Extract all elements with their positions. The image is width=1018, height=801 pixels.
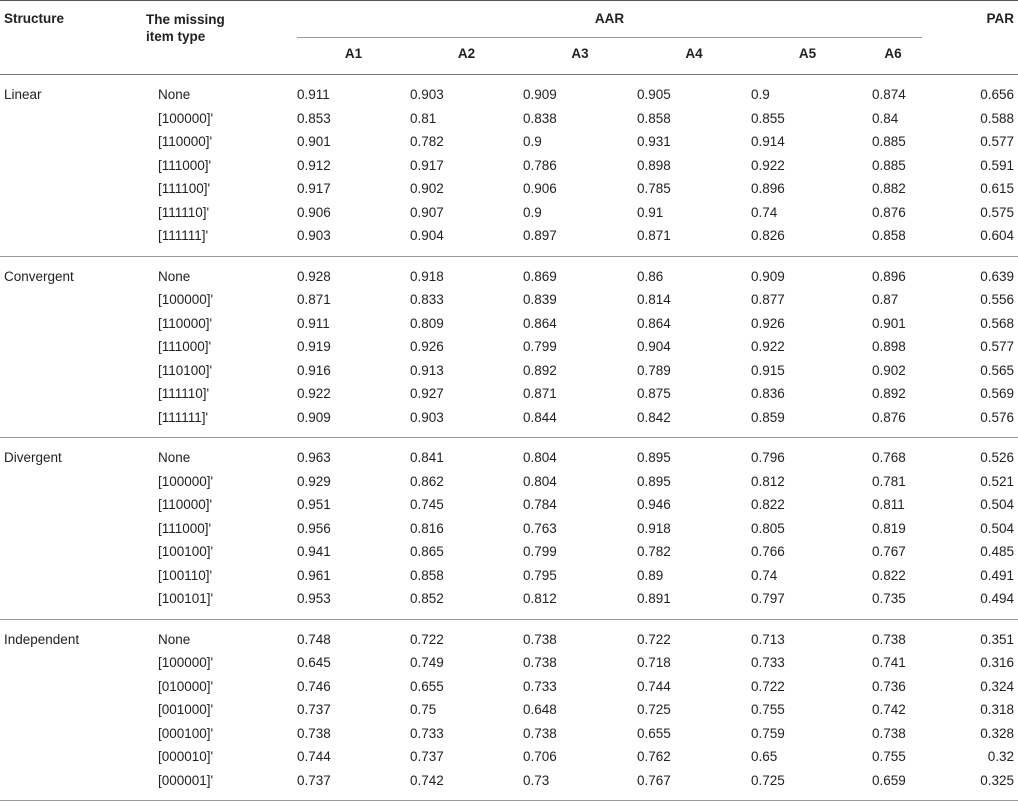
missing-item-type: [110100]' bbox=[158, 362, 213, 378]
aar-a2-value: 0.749 bbox=[410, 655, 444, 670]
par-value: 0.604 bbox=[922, 224, 1018, 256]
par-value: 0.318 bbox=[980, 702, 1014, 717]
aar-a6-value: 0.819 bbox=[872, 520, 906, 536]
par-value: 0.316 bbox=[980, 655, 1014, 670]
aar-a2-value: 0.904 bbox=[410, 224, 523, 256]
table-row bbox=[0, 675, 1018, 699]
aar-a3-value: 0.9 bbox=[523, 204, 542, 220]
table-row bbox=[0, 470, 1018, 494]
structure-label: Convergent bbox=[4, 268, 74, 284]
aar-a5-value: 0.713 bbox=[751, 631, 785, 647]
aar-a5-value: 0.805 bbox=[751, 520, 785, 536]
par-value: 0.526 bbox=[980, 450, 1014, 465]
aar-a1-value: 0.744 bbox=[297, 749, 331, 764]
aar-a4-value: 0.725 bbox=[637, 702, 671, 717]
aar-a1-value: 0.748 bbox=[297, 631, 331, 647]
row-label-cell bbox=[0, 540, 297, 564]
par-value: 0.521 bbox=[980, 473, 1014, 489]
table-row bbox=[0, 335, 1018, 359]
aar-a4-value: 0.91 bbox=[637, 204, 664, 220]
par-value: 0.639 bbox=[980, 268, 1014, 284]
aar-a6-value: 0.898 bbox=[872, 339, 906, 354]
aar-a5-value: 0.826 bbox=[751, 224, 864, 256]
aar-a4-value: 0.895 bbox=[637, 473, 671, 489]
aar-a6-value: 0.736 bbox=[872, 678, 906, 694]
aar-a3-value: 0.844 bbox=[523, 406, 637, 438]
row-label-cell bbox=[0, 493, 297, 517]
aar-a2-value: 0.81 bbox=[410, 110, 437, 126]
row-label-cell bbox=[0, 335, 297, 359]
structure-header bbox=[0, 1, 297, 75]
missing-item-type: [100110]' bbox=[158, 567, 213, 583]
aar-a1-value: 0.919 bbox=[297, 339, 331, 354]
structure-label: Divergent bbox=[4, 450, 62, 465]
aar-a3-value: 0.799 bbox=[523, 544, 557, 559]
aar-a5-value: 0.909 bbox=[751, 268, 785, 284]
aar-a6-value: 0.767 bbox=[872, 544, 906, 559]
missing-item-type: [010000]' bbox=[158, 678, 214, 694]
aar-a1-value: 0.951 bbox=[297, 497, 331, 512]
aar-a6-value: 0.876 bbox=[864, 406, 922, 438]
par-value: 0.556 bbox=[980, 292, 1014, 307]
attr-header-a1: A1 bbox=[297, 38, 410, 75]
aar-a3-value: 0.738 bbox=[523, 631, 557, 647]
par-value: 0.568 bbox=[980, 315, 1014, 331]
aar-a2-value: 0.862 bbox=[410, 473, 444, 489]
aar-a2-value: 0.722 bbox=[410, 631, 444, 647]
aar-a6-value: 0.882 bbox=[872, 181, 906, 196]
table-row bbox=[0, 75, 1018, 107]
aar-a3-value: 0.804 bbox=[523, 473, 557, 489]
par-value: 0.588 bbox=[980, 110, 1014, 126]
par-value: 0.504 bbox=[980, 497, 1014, 512]
aar-a3-value: 0.909 bbox=[523, 87, 557, 102]
aar-a4-value: 0.895 bbox=[637, 450, 671, 465]
row-label-cell bbox=[0, 224, 297, 256]
aar-a5-value: 0.896 bbox=[751, 181, 785, 196]
row-label-cell bbox=[0, 722, 297, 746]
aar-a5-value: 0.759 bbox=[751, 725, 785, 741]
aar-a2-value: 0.865 bbox=[410, 544, 444, 559]
aar-a4-value: 0.744 bbox=[637, 678, 671, 694]
attr-header-a4: A4 bbox=[637, 38, 751, 75]
missing-item-type: [111111]' bbox=[158, 228, 209, 243]
row-label-cell bbox=[0, 587, 297, 619]
aar-a3-value: 0.864 bbox=[523, 315, 557, 331]
aar-a2-value: 0.745 bbox=[410, 497, 444, 512]
aar-a6-value: 0.811 bbox=[872, 497, 905, 512]
aar-a6-value: 0.896 bbox=[872, 268, 906, 284]
aar-a6-value: 0.874 bbox=[872, 87, 906, 102]
aar-a1-value: 0.871 bbox=[297, 292, 331, 307]
missing-item-type: None bbox=[158, 87, 191, 102]
aar-a6-value: 0.876 bbox=[872, 204, 906, 220]
aar-a4-value: 0.767 bbox=[637, 769, 751, 801]
aar-a3-value: 0.839 bbox=[523, 292, 557, 307]
aar-a4-value: 0.891 bbox=[637, 587, 751, 619]
table-row bbox=[0, 107, 1018, 131]
table-row bbox=[0, 154, 1018, 178]
aar-a5-value: 0.836 bbox=[751, 386, 785, 401]
table-row bbox=[0, 312, 1018, 336]
aar-a1-value: 0.929 bbox=[297, 473, 331, 489]
attr-header-a5: A5 bbox=[751, 38, 864, 75]
aar-a3-value: 0.73 bbox=[523, 769, 637, 801]
aar-a2-value: 0.852 bbox=[410, 587, 523, 619]
aar-a2-value: 0.816 bbox=[410, 520, 444, 536]
row-label-cell bbox=[0, 201, 297, 225]
aar-a3-value: 0.795 bbox=[523, 567, 557, 583]
par-value: 0.656 bbox=[980, 87, 1014, 102]
aar-a5-value: 0.74 bbox=[751, 204, 778, 220]
par-value: 0.569 bbox=[980, 386, 1014, 401]
par-header: PAR bbox=[922, 1, 1018, 75]
missing-item-type: [111100]' bbox=[158, 181, 211, 196]
aar-a1-value: 0.909 bbox=[297, 406, 410, 438]
par-value: 0.32 bbox=[987, 749, 1014, 764]
table-row bbox=[0, 587, 1018, 619]
aar-a2-value: 0.742 bbox=[410, 769, 523, 801]
row-label-cell bbox=[0, 75, 297, 107]
aar-a2-value: 0.902 bbox=[410, 181, 444, 196]
table-row bbox=[0, 288, 1018, 312]
par-value: 0.615 bbox=[980, 181, 1014, 196]
aar-a6-value: 0.768 bbox=[872, 450, 906, 465]
table-row bbox=[0, 177, 1018, 201]
aar-a3-value: 0.733 bbox=[523, 678, 557, 694]
par-value: 0.485 bbox=[980, 544, 1014, 559]
aar-a3-value: 0.897 bbox=[523, 224, 637, 256]
aar-a3-value: 0.892 bbox=[523, 362, 557, 378]
aar-a6-value: 0.741 bbox=[872, 655, 906, 670]
table-row bbox=[0, 130, 1018, 154]
aar-a3-value: 0.804 bbox=[523, 450, 557, 465]
aar-a5-value: 0.926 bbox=[751, 315, 785, 331]
aar-a3-value: 0.9 bbox=[523, 134, 542, 149]
row-label-cell bbox=[0, 564, 297, 588]
aar-a3-value: 0.871 bbox=[523, 386, 557, 401]
row-label-cell bbox=[0, 406, 297, 438]
aar-a2-value: 0.918 bbox=[410, 268, 444, 284]
aar-a5-value: 0.812 bbox=[751, 473, 785, 489]
table-row bbox=[0, 382, 1018, 406]
missing-item-type: [100000]' bbox=[158, 110, 214, 126]
aar-a6-value: 0.885 bbox=[872, 157, 906, 173]
missing-item-type: [111000]' bbox=[158, 520, 212, 536]
aar-a1-value: 0.746 bbox=[297, 678, 331, 694]
aar-a6-value: 0.822 bbox=[872, 567, 906, 583]
aar-a1-value: 0.903 bbox=[297, 224, 410, 256]
aar-a3-value: 0.838 bbox=[523, 110, 557, 126]
aar-a2-value: 0.809 bbox=[410, 315, 444, 331]
aar-a2-value: 0.655 bbox=[410, 678, 444, 694]
missing-item-type: [100000]' bbox=[158, 292, 214, 307]
aar-a5-value: 0.855 bbox=[751, 110, 785, 126]
aar-a4-value: 0.842 bbox=[637, 406, 751, 438]
table-row bbox=[0, 745, 1018, 769]
aar-a2-value: 0.75 bbox=[410, 702, 437, 717]
aar-a5-value: 0.74 bbox=[751, 567, 778, 583]
aar-a4-value: 0.904 bbox=[637, 339, 671, 354]
aar-a5-value: 0.822 bbox=[751, 497, 785, 512]
aar-a3-value: 0.812 bbox=[523, 587, 637, 619]
aar-a5-value: 0.877 bbox=[751, 292, 785, 307]
aar-a2-value: 0.917 bbox=[410, 157, 444, 173]
par-value: 0.325 bbox=[922, 769, 1018, 801]
par-value: 0.504 bbox=[980, 520, 1014, 536]
row-label-cell bbox=[0, 382, 297, 406]
aar-a6-value: 0.902 bbox=[872, 362, 906, 378]
aar-a2-value: 0.927 bbox=[410, 386, 444, 401]
aar-a3-value: 0.763 bbox=[523, 520, 557, 536]
aar-a2-value: 0.782 bbox=[410, 134, 444, 149]
aar-a2-value: 0.903 bbox=[410, 406, 523, 438]
aar-a5-value: 0.65 bbox=[751, 749, 778, 764]
aar-a1-value: 0.917 bbox=[297, 181, 331, 196]
aar-a5-value: 0.915 bbox=[751, 362, 785, 378]
aar-a1-value: 0.961 bbox=[297, 567, 331, 583]
missing-item-type: [000001]' bbox=[158, 772, 214, 788]
table-row bbox=[0, 564, 1018, 588]
table-row bbox=[0, 438, 1018, 470]
missing-item-type: [000100]' bbox=[158, 725, 214, 741]
par-value: 0.324 bbox=[980, 678, 1014, 694]
aar-a4-value: 0.858 bbox=[637, 110, 671, 126]
aar-a1-value: 0.901 bbox=[297, 134, 331, 149]
aar-a5-value: 0.722 bbox=[751, 678, 785, 694]
aar-a6-value: 0.742 bbox=[872, 702, 906, 717]
aar-a3-value: 0.738 bbox=[523, 655, 557, 670]
aar-a2-value: 0.907 bbox=[410, 204, 444, 220]
aar-a2-value: 0.926 bbox=[410, 339, 444, 354]
aar-a4-value: 0.782 bbox=[637, 544, 671, 559]
structure-label: Linear bbox=[4, 87, 42, 102]
par-value: 0.565 bbox=[980, 362, 1014, 378]
aar-a4-value: 0.931 bbox=[637, 134, 671, 149]
aar-a6-value: 0.885 bbox=[872, 134, 906, 149]
aar-a6-value: 0.735 bbox=[864, 587, 922, 619]
aar-a1-value: 0.911 bbox=[297, 315, 330, 331]
table-row bbox=[0, 517, 1018, 541]
table-row bbox=[0, 651, 1018, 675]
table-row bbox=[0, 224, 1018, 256]
row-label-cell bbox=[0, 769, 297, 801]
aar-a1-value: 0.963 bbox=[297, 450, 331, 465]
row-label-cell bbox=[0, 130, 297, 154]
aar-a4-value: 0.871 bbox=[637, 224, 751, 256]
missing-item-type: [100000]' bbox=[158, 473, 214, 489]
aar-a2-value: 0.858 bbox=[410, 567, 444, 583]
attr-header-a6: A6 bbox=[864, 38, 922, 75]
aar-a5-value: 0.796 bbox=[751, 450, 785, 465]
aar-a4-value: 0.722 bbox=[637, 631, 671, 647]
row-label-cell bbox=[0, 177, 297, 201]
par-value: 0.576 bbox=[922, 406, 1018, 438]
row-label-cell bbox=[0, 154, 297, 178]
missing-header-line1: The missing bbox=[146, 12, 225, 27]
aar-a5-value: 0.9 bbox=[751, 87, 770, 102]
aar-a6-value: 0.84 bbox=[872, 110, 899, 126]
aar-a5-value: 0.797 bbox=[751, 587, 864, 619]
aar-a4-value: 0.898 bbox=[637, 157, 671, 173]
aar-a1-value: 0.645 bbox=[297, 655, 331, 670]
aar-a6-value: 0.738 bbox=[872, 631, 906, 647]
table-row bbox=[0, 698, 1018, 722]
row-label-cell bbox=[0, 256, 297, 288]
aar-a1-value: 0.737 bbox=[297, 702, 331, 717]
header-row-top bbox=[0, 1, 1018, 38]
par-value: 0.591 bbox=[980, 157, 1014, 173]
row-label-cell bbox=[0, 675, 297, 699]
row-label-cell bbox=[0, 288, 297, 312]
table-row bbox=[0, 493, 1018, 517]
par-value: 0.328 bbox=[980, 725, 1014, 741]
aar-a5-value: 0.922 bbox=[751, 157, 785, 173]
aar-a4-value: 0.918 bbox=[637, 520, 671, 536]
aar-a3-value: 0.648 bbox=[523, 702, 557, 717]
aar-a1-value: 0.912 bbox=[297, 157, 331, 173]
aar-a1-value: 0.738 bbox=[297, 725, 331, 741]
aar-a5-value: 0.725 bbox=[751, 769, 864, 801]
row-label-cell bbox=[0, 438, 297, 470]
missing-item-type: None bbox=[158, 268, 191, 284]
aar-a4-value: 0.905 bbox=[637, 87, 671, 102]
missing-item-type: [111111]' bbox=[158, 409, 209, 425]
par-value: 0.491 bbox=[980, 567, 1014, 583]
attr-header-a3: A3 bbox=[523, 38, 637, 75]
row-label-cell bbox=[0, 745, 297, 769]
aar-a2-value: 0.913 bbox=[410, 362, 444, 378]
aar-a5-value: 0.859 bbox=[751, 406, 864, 438]
aar-a5-value: 0.755 bbox=[751, 702, 785, 717]
aar-a1-value: 0.916 bbox=[297, 362, 331, 378]
aar-a1-value: 0.906 bbox=[297, 204, 331, 220]
table-row bbox=[0, 406, 1018, 438]
aar-a2-value: 0.903 bbox=[410, 87, 444, 102]
row-label-cell bbox=[0, 470, 297, 494]
par-value: 0.351 bbox=[980, 631, 1014, 647]
aar-a3-value: 0.738 bbox=[523, 725, 557, 741]
aar-a6-value: 0.87 bbox=[872, 292, 899, 307]
aar-a4-value: 0.814 bbox=[637, 292, 671, 307]
aar-a5-value: 0.914 bbox=[751, 134, 785, 149]
missing-item-type: None bbox=[158, 450, 191, 465]
row-label-cell bbox=[0, 359, 297, 383]
missing-item-type-header bbox=[0, 1, 225, 45]
table-row bbox=[0, 722, 1018, 746]
par-value: 0.577 bbox=[980, 339, 1014, 354]
row-label-cell bbox=[0, 651, 297, 675]
aar-a4-value: 0.789 bbox=[637, 362, 671, 378]
aar-a5-value: 0.733 bbox=[751, 655, 785, 670]
missing-item-type: [100000]' bbox=[158, 655, 214, 670]
aar-a4-value: 0.655 bbox=[637, 725, 671, 741]
missing-item-type: None bbox=[158, 631, 191, 647]
aar-a6-value: 0.901 bbox=[872, 315, 906, 331]
aar-a4-value: 0.875 bbox=[637, 386, 671, 401]
table-row bbox=[0, 619, 1018, 651]
aar-a6-value: 0.755 bbox=[872, 749, 906, 764]
aar-a5-value: 0.766 bbox=[751, 544, 785, 559]
aar-a3-value: 0.869 bbox=[523, 268, 557, 284]
aar-a2-value: 0.737 bbox=[410, 749, 444, 764]
aar-a1-value: 0.922 bbox=[297, 386, 331, 401]
aar-a4-value: 0.718 bbox=[637, 655, 671, 670]
missing-item-type: [111000]' bbox=[158, 339, 212, 354]
missing-item-type: [001000]' bbox=[158, 702, 214, 717]
missing-item-type: [111110]' bbox=[158, 204, 210, 220]
aar-a6-value: 0.892 bbox=[872, 386, 906, 401]
aar-a6-value: 0.659 bbox=[864, 769, 922, 801]
aar-a1-value: 0.853 bbox=[297, 110, 331, 126]
table-row bbox=[0, 201, 1018, 225]
aar-a3-value: 0.906 bbox=[523, 181, 557, 196]
aar-a3-value: 0.784 bbox=[523, 497, 557, 512]
missing-item-type: [111000]' bbox=[158, 157, 212, 173]
missing-item-type: [110000]' bbox=[158, 134, 213, 149]
missing-item-type: [100100]' bbox=[158, 544, 214, 559]
aar-a3-value: 0.786 bbox=[523, 157, 557, 173]
par-value: 0.494 bbox=[922, 587, 1018, 619]
aar-a6-value: 0.858 bbox=[864, 224, 922, 256]
aar-a4-value: 0.86 bbox=[637, 268, 664, 284]
aar-a2-value: 0.733 bbox=[410, 725, 444, 741]
row-label-cell bbox=[0, 619, 297, 651]
attr-header-a2: A2 bbox=[410, 38, 523, 75]
structure-header-label: Structure bbox=[4, 11, 65, 26]
aar-a6-value: 0.738 bbox=[872, 725, 906, 741]
aar-a4-value: 0.762 bbox=[637, 749, 671, 764]
missing-item-type: [110000]' bbox=[158, 497, 213, 512]
par-value: 0.575 bbox=[980, 204, 1014, 220]
aar-a1-value: 0.941 bbox=[297, 544, 331, 559]
missing-item-type: [100101]' bbox=[158, 591, 214, 606]
aar-a1-value: 0.911 bbox=[297, 87, 330, 102]
structure-label: Independent bbox=[4, 631, 80, 647]
aar-a2-value: 0.841 bbox=[410, 450, 444, 465]
aar-a5-value: 0.922 bbox=[751, 339, 785, 354]
table-row bbox=[0, 359, 1018, 383]
aar-a4-value: 0.946 bbox=[637, 497, 671, 512]
aar-a3-value: 0.706 bbox=[523, 749, 557, 764]
aar-a1-value: 0.928 bbox=[297, 268, 331, 284]
table-row bbox=[0, 540, 1018, 564]
missing-item-type: [110000]' bbox=[158, 315, 213, 331]
row-label-cell bbox=[0, 517, 297, 541]
aar-a3-value: 0.799 bbox=[523, 339, 557, 354]
table-row bbox=[0, 769, 1018, 801]
aar-a2-value: 0.833 bbox=[410, 292, 444, 307]
missing-header-line2: item type bbox=[146, 29, 206, 44]
par-value: 0.577 bbox=[980, 134, 1014, 149]
row-label-cell bbox=[0, 107, 297, 131]
aar-a1-value: 0.737 bbox=[297, 769, 410, 801]
aar-a4-value: 0.864 bbox=[637, 315, 671, 331]
row-label-cell bbox=[0, 698, 297, 722]
aar-a4-value: 0.89 bbox=[637, 567, 664, 583]
aar-header: AAR bbox=[297, 1, 922, 38]
missing-item-type: [000010]' bbox=[158, 749, 214, 764]
table-row bbox=[0, 256, 1018, 288]
aar-a1-value: 0.956 bbox=[297, 520, 331, 536]
aar-a1-value: 0.953 bbox=[297, 587, 410, 619]
aar-a4-value: 0.785 bbox=[637, 181, 671, 196]
aar-a6-value: 0.781 bbox=[872, 473, 906, 489]
row-label-cell bbox=[0, 312, 297, 336]
table-body bbox=[0, 75, 1018, 801]
missing-item-type: [111110]' bbox=[158, 386, 210, 401]
